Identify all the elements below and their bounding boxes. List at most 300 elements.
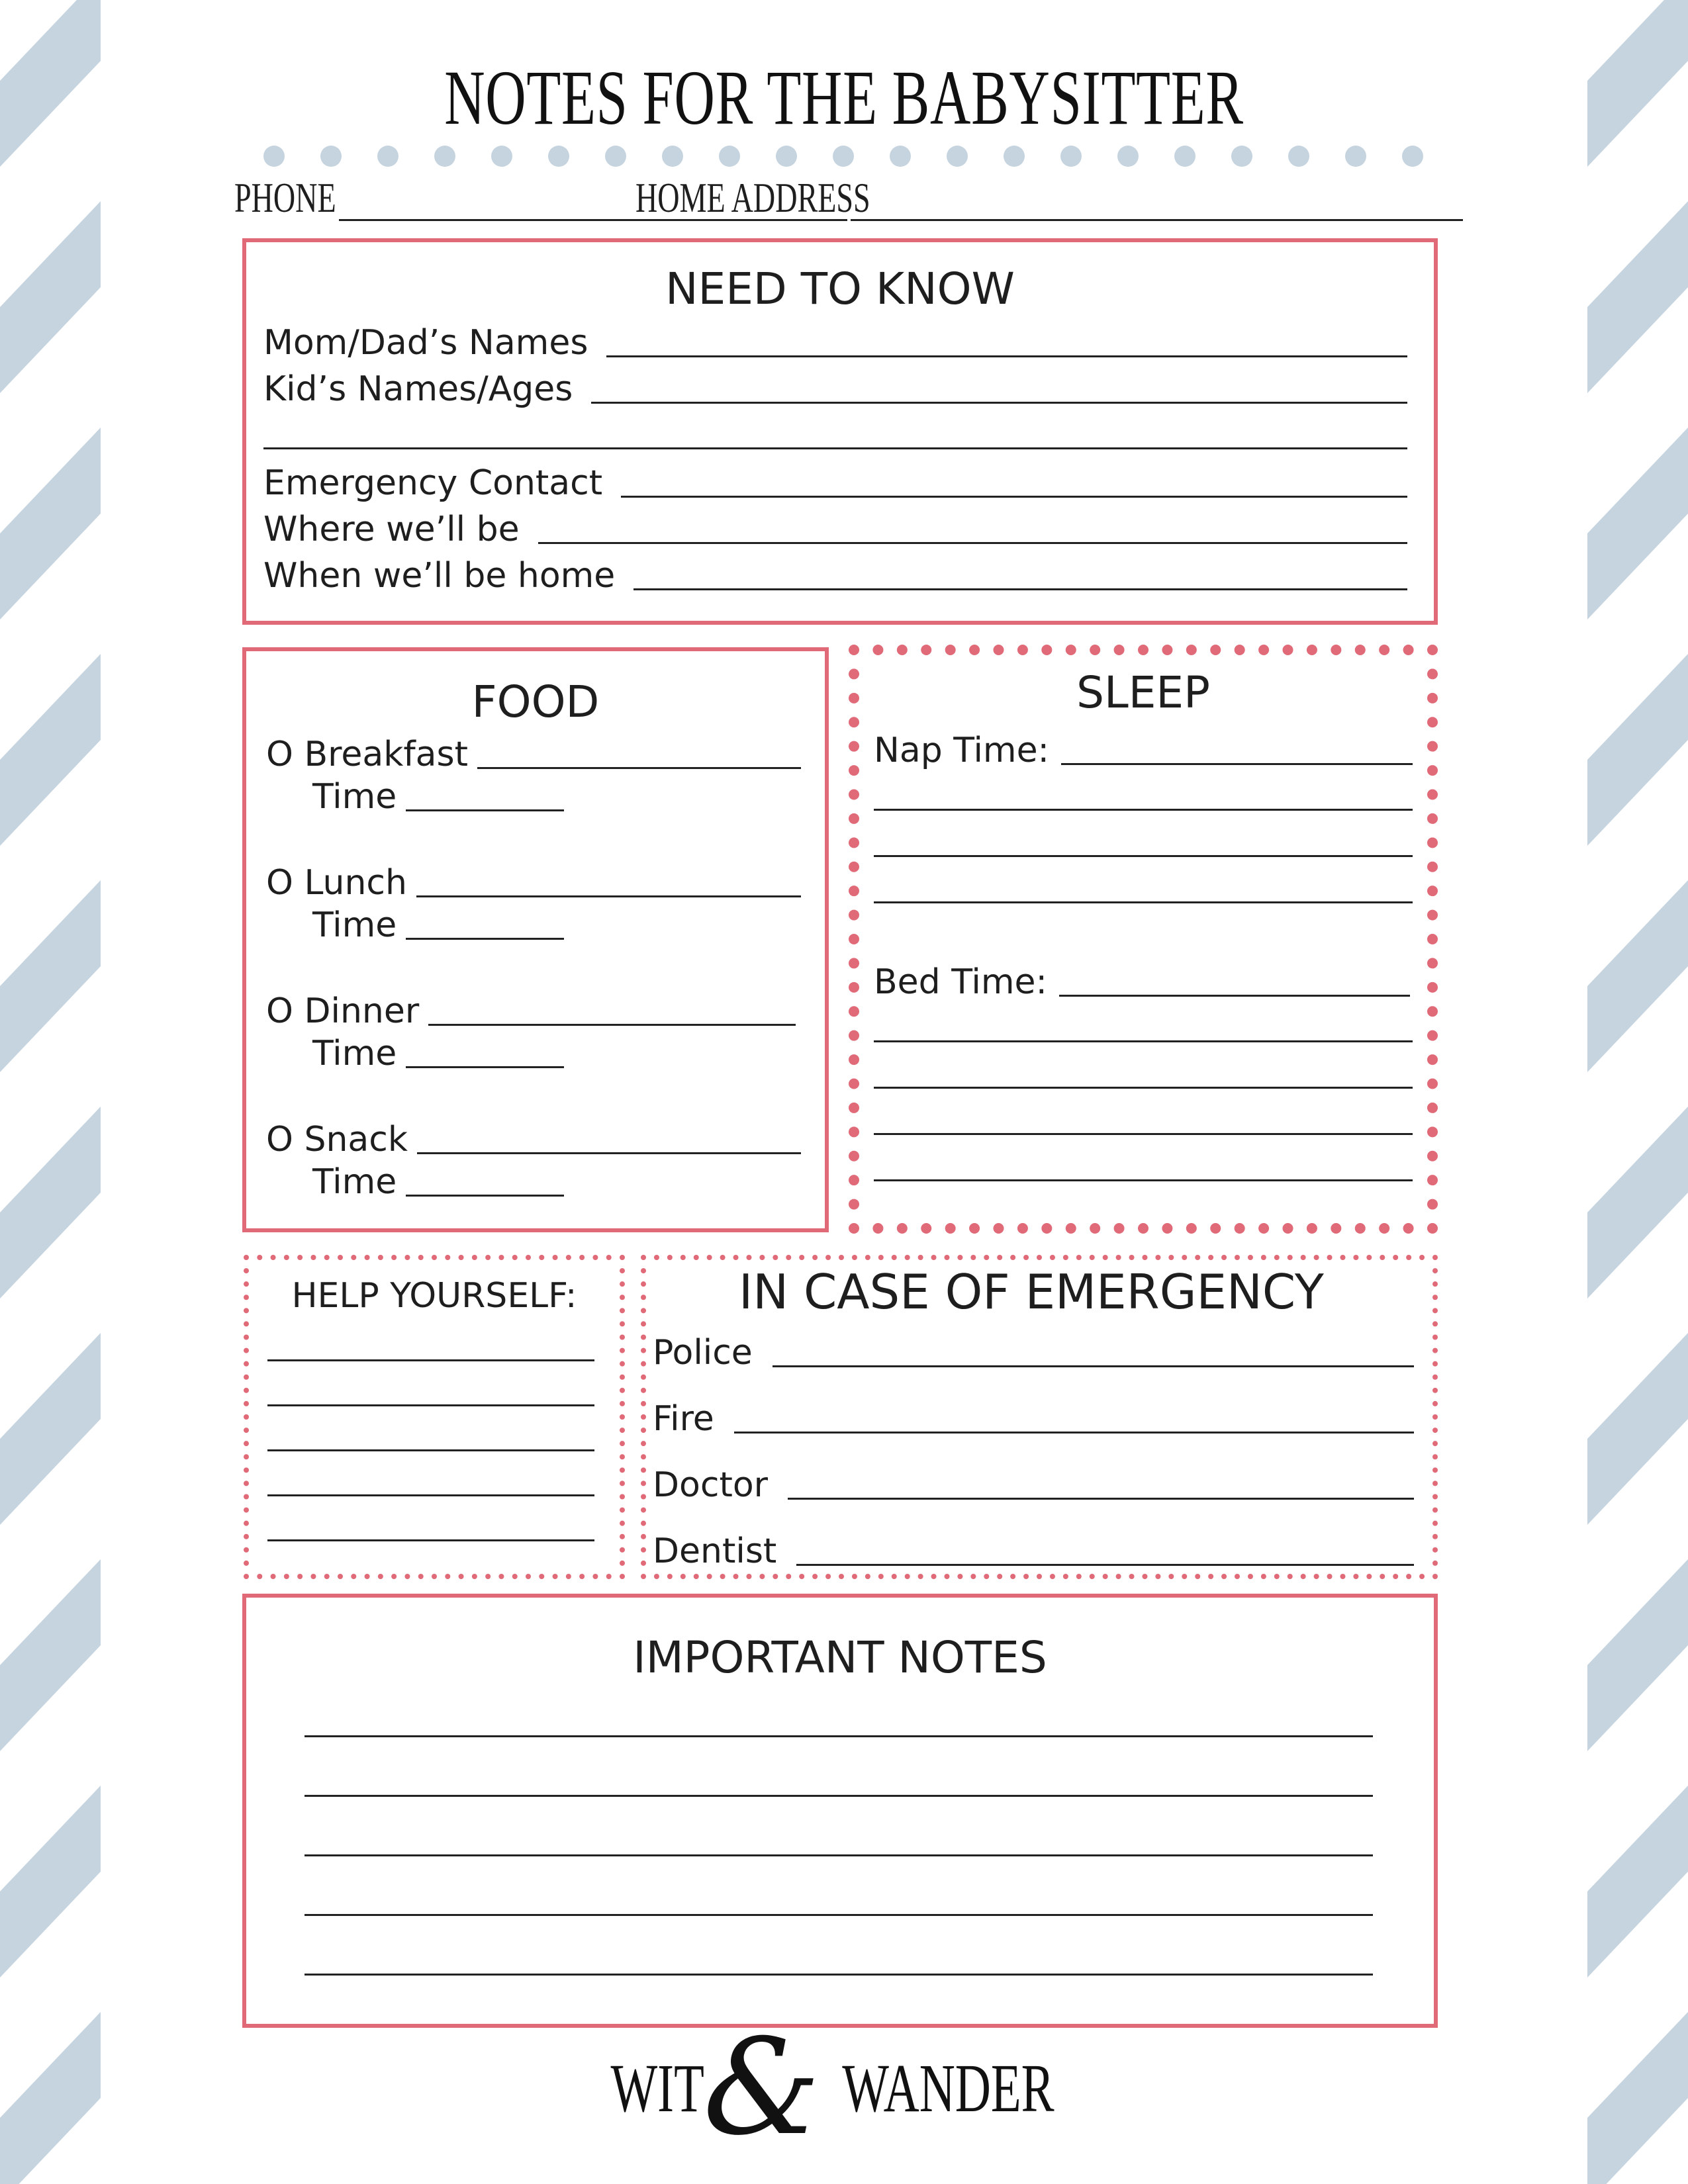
border-dot	[641, 1508, 646, 1513]
border-dot	[825, 1574, 831, 1579]
border-dot	[641, 1561, 646, 1566]
emergency-title: IN CASE OF EMERGENCY	[739, 1264, 1324, 1320]
border-dot	[1327, 1255, 1333, 1260]
help-yourself-line-3[interactable]	[267, 1449, 594, 1451]
border-dot	[1283, 1223, 1293, 1234]
police-field[interactable]: Police	[653, 1329, 1414, 1370]
border-dot	[849, 1151, 859, 1161]
border-dot	[1210, 1223, 1221, 1234]
stripe	[0, 1333, 101, 1525]
border-dot	[839, 1574, 844, 1579]
stripe	[1587, 1107, 1688, 1298]
border-dot	[1432, 1494, 1438, 1500]
need-to-know-title: NEED TO KNOW	[665, 263, 1015, 314]
border-dot	[1274, 1255, 1280, 1260]
border-dot	[1210, 645, 1221, 655]
border-dot	[1023, 1255, 1029, 1260]
border-dot	[244, 1480, 249, 1486]
stripe	[0, 0, 101, 167]
notes-line-2[interactable]	[305, 1795, 1373, 1797]
help-yourself-line-1[interactable]	[267, 1359, 594, 1361]
border-dot	[338, 1574, 343, 1579]
border-dot	[849, 886, 859, 896]
border-dot	[1380, 1255, 1385, 1260]
border-dot	[1258, 1223, 1269, 1234]
lunch-time-field[interactable]: Time	[312, 901, 564, 942]
border-dot	[1327, 1574, 1333, 1579]
border-dot	[606, 1574, 612, 1579]
border-dot	[1114, 1223, 1125, 1234]
border-dot	[418, 1255, 424, 1260]
page-title: NOTES FOR THE BABYSITTER	[444, 54, 1244, 141]
border-dot	[849, 1103, 859, 1113]
border-dot	[485, 1255, 491, 1260]
border-dot	[1301, 1574, 1306, 1579]
border-dot	[1427, 837, 1438, 848]
border-dot	[1116, 1574, 1121, 1579]
border-dot	[1432, 1348, 1438, 1353]
snack-field[interactable]: O Snack	[266, 1116, 801, 1157]
border-dot	[1432, 1454, 1438, 1459]
border-dot	[654, 1255, 659, 1260]
phone-label: PHONE	[234, 174, 336, 221]
border-dot	[641, 1401, 646, 1406]
border-dot	[849, 1175, 859, 1185]
border-dot	[244, 1428, 249, 1433]
border-dot	[620, 1521, 625, 1526]
border-dot	[1366, 1255, 1372, 1260]
border-dot	[1114, 645, 1125, 655]
stripe	[1587, 880, 1688, 1072]
border-dot	[244, 1494, 249, 1500]
nap-line-2[interactable]	[874, 855, 1413, 857]
border-dot	[244, 1574, 249, 1579]
border-dot	[1050, 1574, 1055, 1579]
border-dot	[1427, 982, 1438, 993]
border-dot	[786, 1574, 791, 1579]
border-dot	[579, 1255, 585, 1260]
border-dot	[641, 1441, 646, 1446]
border-dot	[1432, 1295, 1438, 1300]
border-dot	[1235, 1255, 1240, 1260]
border-dot	[1063, 1574, 1068, 1579]
dinner-time-field[interactable]: Time	[312, 1030, 564, 1071]
border-dot	[849, 1054, 859, 1065]
border-dot	[1380, 1574, 1385, 1579]
border-dot	[746, 1255, 751, 1260]
border-dot	[244, 1561, 249, 1566]
border-dot	[707, 1574, 712, 1579]
border-dot	[1248, 1255, 1253, 1260]
snack-time-field[interactable]: Time	[312, 1158, 564, 1199]
border-dot	[244, 1521, 249, 1526]
border-dot	[1063, 1255, 1068, 1260]
border-dot	[244, 1467, 249, 1473]
left-stripe-border	[0, 0, 101, 2184]
border-dot	[1041, 1223, 1052, 1234]
border-dot	[1366, 1574, 1372, 1579]
border-dot	[1307, 1223, 1317, 1234]
border-dot	[1427, 645, 1438, 655]
border-dot	[1331, 645, 1341, 655]
stripe	[1587, 428, 1688, 619]
border-dot	[1090, 1223, 1100, 1234]
border-dot	[1419, 1574, 1425, 1579]
border-dot	[1427, 1151, 1438, 1161]
sleep-box	[847, 643, 1439, 1235]
border-dot	[1138, 645, 1149, 655]
border-dot	[620, 1467, 625, 1473]
stripe	[0, 1107, 101, 1298]
border-dot	[526, 1574, 531, 1579]
border-dot	[579, 1574, 585, 1579]
border-dot	[641, 1361, 646, 1367]
border-dot	[566, 1255, 571, 1260]
border-dot	[984, 1574, 989, 1579]
border-dot	[1432, 1534, 1438, 1539]
help-yourself-title: HELP YOURSELF:	[291, 1276, 577, 1316]
border-dot	[1432, 1335, 1438, 1340]
border-dot	[1432, 1508, 1438, 1513]
border-dot	[620, 1401, 625, 1406]
border-dot	[641, 1494, 646, 1500]
border-dot	[284, 1574, 289, 1579]
border-dot	[498, 1574, 504, 1579]
border-dot	[849, 813, 859, 824]
bed-line-1[interactable]	[874, 1040, 1413, 1042]
border-dot	[432, 1255, 437, 1260]
border-dot	[641, 1348, 646, 1353]
border-dot	[1283, 645, 1293, 655]
border-dot	[432, 1574, 437, 1579]
border-dot	[849, 741, 859, 752]
border-dot	[680, 1255, 686, 1260]
border-dot	[773, 1574, 778, 1579]
notes-line-3[interactable]	[305, 1854, 1373, 1856]
nap-time-field[interactable]: Nap Time:	[874, 727, 1413, 768]
stripe	[1587, 1786, 1688, 1978]
border-dot	[970, 1574, 976, 1579]
border-dot	[1427, 1126, 1438, 1137]
logo-ampersand: &	[702, 2011, 821, 2165]
border-dot	[918, 1574, 923, 1579]
border-dot	[526, 1255, 531, 1260]
border-dot	[746, 1574, 751, 1579]
border-dot	[1419, 1255, 1425, 1260]
border-dot	[620, 1348, 625, 1353]
border-dot	[641, 1388, 646, 1393]
border-dot	[1427, 1103, 1438, 1113]
border-dot	[620, 1268, 625, 1273]
nap-line-1[interactable]	[874, 809, 1413, 811]
border-dot	[391, 1574, 397, 1579]
border-dot	[1288, 1255, 1293, 1260]
border-dot	[592, 1574, 598, 1579]
breakfast-time-field[interactable]: Time	[312, 773, 564, 814]
help-yourself-line-5[interactable]	[267, 1539, 594, 1541]
border-dot	[1427, 1175, 1438, 1185]
bed-time-field[interactable]: Bed Time:	[874, 958, 1410, 999]
border-dot	[1050, 1255, 1055, 1260]
border-dot	[620, 1428, 625, 1433]
kids-names-ages-field[interactable]: Kid’s Names/Ages	[263, 365, 1407, 406]
home-address-label: HOME ADDRESS	[635, 174, 870, 221]
border-dot	[878, 1255, 884, 1260]
border-dot	[1017, 1223, 1028, 1234]
border-dot	[1432, 1441, 1438, 1446]
border-dot	[244, 1375, 249, 1380]
border-dot	[897, 645, 908, 655]
stripe	[0, 1786, 101, 1978]
border-dot	[865, 1574, 870, 1579]
border-dot	[969, 645, 980, 655]
border-dot	[244, 1534, 249, 1539]
breakfast-field[interactable]: O Breakfast	[266, 731, 801, 772]
border-dot	[865, 1255, 870, 1260]
border-dot	[641, 1414, 646, 1420]
border-dot	[1103, 1255, 1108, 1260]
notes-line-1[interactable]	[305, 1735, 1373, 1737]
border-dot	[244, 1454, 249, 1459]
border-dot	[620, 1388, 625, 1393]
border-dot	[1142, 1255, 1147, 1260]
border-dot	[1432, 1428, 1438, 1433]
border-dot	[849, 910, 859, 921]
border-dot	[297, 1574, 303, 1579]
border-dot	[849, 1030, 859, 1041]
border-dot	[1090, 645, 1100, 655]
border-dot	[365, 1255, 370, 1260]
border-dot	[1353, 1574, 1358, 1579]
border-dot	[1186, 645, 1197, 655]
border-dot	[759, 1574, 765, 1579]
border-dot	[1142, 1574, 1147, 1579]
border-dot	[391, 1255, 397, 1260]
border-dot	[849, 1199, 859, 1210]
border-dot	[759, 1255, 765, 1260]
mom-dad-names-field[interactable]: Mom/Dad’s Names	[263, 319, 1407, 360]
border-dot	[945, 1223, 956, 1234]
kids-names-extra-line[interactable]	[263, 447, 1407, 449]
border-dot	[1427, 790, 1438, 800]
border-dot	[1010, 1574, 1015, 1579]
home-address-blank[interactable]	[851, 219, 1463, 221]
border-dot	[1037, 1255, 1042, 1260]
border-dot	[1076, 1574, 1082, 1579]
border-dot	[1379, 645, 1389, 655]
help-yourself-line-4[interactable]	[267, 1494, 594, 1496]
border-dot	[472, 1574, 477, 1579]
border-dot	[1221, 1574, 1227, 1579]
border-dot	[620, 1414, 625, 1420]
border-dot	[1221, 1255, 1227, 1260]
border-dot	[1340, 1255, 1345, 1260]
border-dot	[694, 1574, 699, 1579]
border-dot	[918, 1255, 923, 1260]
border-dot	[969, 1223, 980, 1234]
border-dot	[849, 982, 859, 993]
help-yourself-line-2[interactable]	[267, 1404, 594, 1406]
border-dot	[680, 1574, 686, 1579]
notes-line-4[interactable]	[305, 1914, 1373, 1916]
border-dot	[244, 1361, 249, 1367]
border-dot	[641, 1454, 646, 1459]
border-dot	[1017, 645, 1028, 655]
border-dot	[825, 1255, 831, 1260]
border-dot	[849, 1126, 859, 1137]
border-dot	[641, 1281, 646, 1287]
border-dot	[931, 1574, 937, 1579]
border-dot	[905, 1255, 910, 1260]
border-dot	[997, 1255, 1002, 1260]
border-dot	[707, 1255, 712, 1260]
border-dot	[1129, 1255, 1135, 1260]
help-yourself-box	[242, 1253, 626, 1580]
border-dot	[786, 1255, 791, 1260]
border-dot	[244, 1255, 249, 1260]
emergency-box	[639, 1253, 1439, 1580]
border-dot	[1261, 1255, 1266, 1260]
border-dot	[1427, 717, 1438, 727]
border-dot	[1186, 1223, 1197, 1234]
border-dot	[1432, 1561, 1438, 1566]
border-dot	[1432, 1268, 1438, 1273]
border-dot	[244, 1508, 249, 1513]
border-dot	[1288, 1574, 1293, 1579]
border-dot	[1427, 910, 1438, 921]
border-dot	[994, 1223, 1004, 1234]
border-dot	[606, 1255, 612, 1260]
border-dot	[945, 645, 956, 655]
border-dot	[897, 1223, 908, 1234]
border-dot	[1432, 1414, 1438, 1420]
right-stripe-border	[1587, 0, 1688, 2184]
border-dot	[1168, 1255, 1174, 1260]
stripe	[1587, 201, 1688, 393]
border-dot	[1307, 645, 1317, 655]
border-dot	[244, 1441, 249, 1446]
border-dot	[872, 645, 883, 655]
border-dot	[944, 1574, 949, 1579]
stripe	[0, 654, 101, 846]
border-dot	[1162, 645, 1172, 655]
border-dot	[271, 1574, 276, 1579]
border-dot	[1427, 1079, 1438, 1089]
border-dot	[1427, 1006, 1438, 1017]
border-dot	[641, 1255, 646, 1260]
border-dot	[994, 645, 1004, 655]
border-dot	[641, 1480, 646, 1486]
stripe	[1587, 1333, 1688, 1525]
border-dot	[1066, 1223, 1076, 1234]
border-dot	[1355, 645, 1366, 655]
dentist-field[interactable]: Dentist	[653, 1527, 1414, 1569]
border-dot	[1182, 1574, 1187, 1579]
lunch-field[interactable]: O Lunch	[266, 859, 801, 900]
border-dot	[1103, 1574, 1108, 1579]
border-dot	[1116, 1255, 1121, 1260]
border-dot	[1427, 1199, 1438, 1210]
border-dot	[1432, 1547, 1438, 1553]
border-dot	[905, 1574, 910, 1579]
bed-line-4[interactable]	[874, 1179, 1413, 1181]
border-dot	[799, 1255, 804, 1260]
border-dot	[667, 1255, 673, 1260]
border-dot	[620, 1335, 625, 1340]
border-dot	[1379, 1223, 1389, 1234]
border-dot	[1432, 1255, 1438, 1260]
border-dot	[1432, 1480, 1438, 1486]
border-dot	[1427, 1054, 1438, 1065]
border-dot	[1129, 1574, 1135, 1579]
border-dot	[271, 1255, 276, 1260]
border-dot	[1314, 1255, 1319, 1260]
nap-line-3[interactable]	[874, 901, 1413, 903]
border-dot	[849, 1079, 859, 1089]
border-dot	[620, 1547, 625, 1553]
border-dot	[244, 1401, 249, 1406]
dinner-field[interactable]: O Dinner	[266, 987, 796, 1028]
border-dot	[1195, 1574, 1200, 1579]
border-dot	[512, 1255, 518, 1260]
bed-line-2[interactable]	[874, 1087, 1413, 1089]
decorative-dot-divider	[263, 144, 1423, 168]
bed-line-3[interactable]	[874, 1133, 1413, 1135]
border-dot	[244, 1547, 249, 1553]
border-dot	[539, 1574, 544, 1579]
border-dot	[284, 1255, 289, 1260]
notes-line-5[interactable]	[305, 1974, 1373, 1976]
fire-field[interactable]: Fire	[653, 1395, 1414, 1436]
border-dot	[404, 1255, 410, 1260]
border-dot	[773, 1255, 778, 1260]
border-dot	[1037, 1574, 1042, 1579]
border-dot	[1155, 1255, 1160, 1260]
border-dot	[1432, 1401, 1438, 1406]
border-dot	[1066, 645, 1076, 655]
border-dot	[720, 1574, 726, 1579]
border-dot	[1162, 1223, 1172, 1234]
border-dot	[852, 1574, 857, 1579]
stripe	[1587, 654, 1688, 846]
when-home-field[interactable]: When we’ll be home	[263, 552, 1407, 593]
border-dot	[351, 1574, 356, 1579]
border-dot	[592, 1255, 598, 1260]
border-dot	[849, 765, 859, 776]
border-dot	[1340, 1574, 1345, 1579]
border-dot	[1432, 1361, 1438, 1367]
border-dot	[641, 1428, 646, 1433]
border-dot	[849, 1223, 859, 1234]
border-dot	[931, 1255, 937, 1260]
border-dot	[694, 1255, 699, 1260]
emergency-contact-field[interactable]: Emergency Contact	[263, 459, 1407, 500]
doctor-field[interactable]: Doctor	[653, 1461, 1414, 1502]
border-dot	[297, 1255, 303, 1260]
border-dot	[324, 1574, 330, 1579]
border-dot	[418, 1574, 424, 1579]
border-dot	[620, 1361, 625, 1367]
border-dot	[849, 717, 859, 727]
border-dot	[1427, 958, 1438, 968]
border-dot	[892, 1255, 897, 1260]
border-dot	[849, 837, 859, 848]
need-to-know-box	[242, 238, 1438, 625]
border-dot	[1432, 1308, 1438, 1313]
where-we-will-be-field[interactable]: Where we’ll be	[263, 506, 1407, 547]
border-dot	[1427, 1223, 1438, 1234]
border-dot	[641, 1574, 646, 1579]
